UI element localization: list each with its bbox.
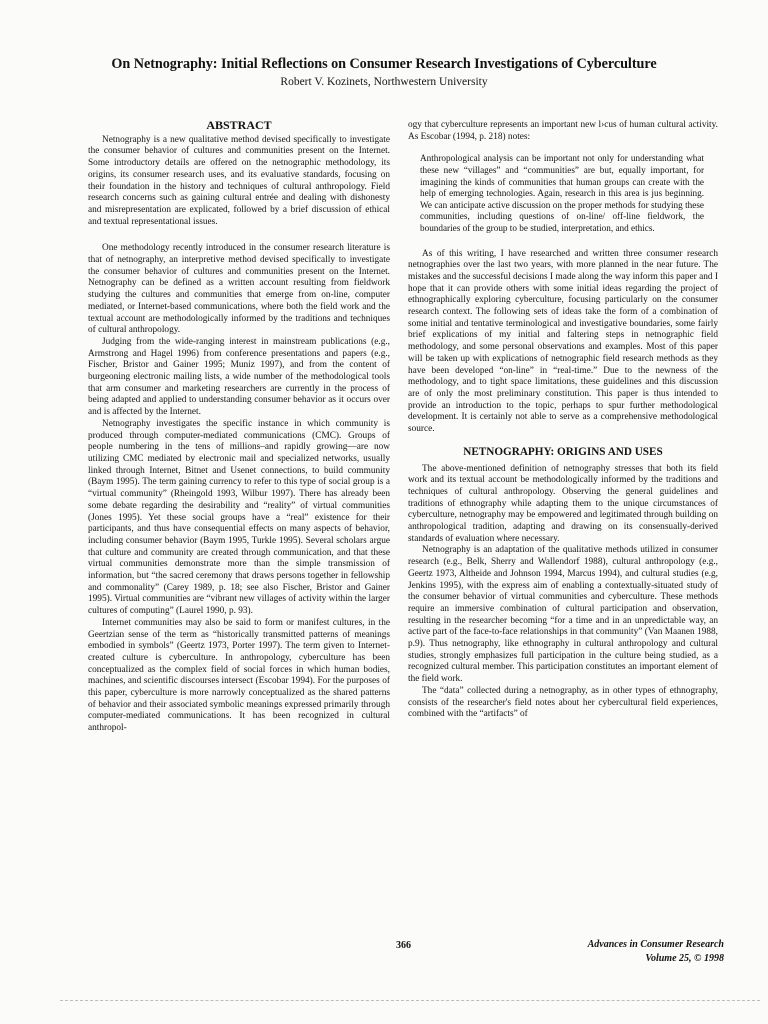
journal-name: Advances in Consumer Research	[587, 939, 724, 950]
journal-volume: Volume 25, © 1998	[645, 953, 724, 964]
body-paragraph: The above-mentioned definition of netnography stresses that both its field work and its textual account be methodologically informed by the traditions and techniques of cultural anthropology. Observing the general guidelines and traditions of ethnography while adapting them to the unique circumstances of cyberculture, netnography may be empowered and legitimated through building on anthropological tradition, adapting and drawing on its consensually-derived standards of evaluation where necessary.	[408, 463, 718, 544]
journal-footer	[588, 938, 724, 966]
body-paragraph: Internet communities may also be said to form or manifest cultures, in the Geertzian sense of the term as “historically transmitted patterns of meanings embodied in symbols” (Geertz 1973, Porter 1997). The term given to Internet-created culture is cyberculture. In anthropology, cyberculture has been conceptualized as the complex field of social forces in which human bodies, machines, and scientific discourses intersect (Escobar 1994). For the purposes of this paper, cyberculture is more narrowly conceptualized as the shared patterns of behavior and their associated symbolic meanings expressed primarily through computer-mediated communications. It has been recognized in cultural anthropol-	[88, 617, 390, 734]
page-number: 366	[396, 940, 411, 951]
block-quote: Anthropological analysis can be important not only for understanding what these new “villages” and “communities” are but, equally important, for imagining the kinds of communities that human groups can create with the help of emerging technologies. Again, research in this area is jus beginning. We can anticipate active discussion on the proper methods for studying these communities, including questions of on-line/ off-line fieldwork, the boundaries of the group to be studied, interpretation, and ethics.	[420, 153, 704, 233]
abstract-text: Netnography is a new qualitative method devised specifically to investigate the consumer behavior of cultures and communities present on the Internet. Some introductory details are offered on the netnographic methodology, its origins, its consumer research uses, and its evaluative standards, focusing on their foundation in the history and techniques of cultural anthropology. Field research concerns such as gaining cultural entrée and dealing with dishonesty and misrepresentation are explicated, followed by a brief discussion of ethical and textual representational issues.	[88, 134, 390, 227]
author-line: Robert V. Kozinets, Northwestern University	[280, 76, 488, 88]
page-edge-rule	[60, 1000, 760, 1001]
body-paragraph: The “data” collected during a netnography, as in other types of ethnography, consists of the researcher's field notes about her cybercultural field experiences, combined with the “artifacts” of	[408, 685, 718, 720]
body-paragraph: One methodology recently introduced in the consumer research literature is that of netnography, an interpretive method devised specifically to investigate the consumer behavior of cultures and communities present on the Internet. Netnography can be defined as a written account resulting from fieldwork studying the cultures and communities that emerge from on-line, computer mediated, or Internet-based communications, where both the field work and the textual account are methodologically informed by the traditions and techniques of cultural anthropology.	[88, 243, 390, 336]
body-paragraph: Judging from the wide-ranging interest in mainstream publications (e.g., Armstrong and Hagel 1996) from conference presentations and papers (e.g., Fischer, Bristor and Gainer 1995; Muniz 1997), and from the content of burgeoning electronic mailing lists, a wide number of the methodological tools that arm consumer and marketing researchers are currently in the process of being adapted and applied to understanding consumer behavior as it occurs over and is affected by the Internet.	[88, 336, 390, 418]
body-paragraph-continued: ogy that cyberculture represents an important new l›cus of human cultural activity. As Escobar (1994, p. 218) notes:	[408, 120, 718, 142]
right-column	[408, 120, 718, 721]
abstract-heading: ABSTRACT	[206, 118, 272, 132]
paper-title: On Netnography: Initial Reflections on Consumer Research Investigations of Cyberculture	[111, 56, 657, 72]
body-paragraph: Netnography is an adaptation of the qualitative methods utilized in consumer research (e.g., Belk, Sherry and Wallendorf 1988), cultural anthropology (e.g., Geertz 1973, Altheide and Johnson 1994, Marcus 1994), and cultural studies (e.g, Jenkins 1995), with the express aim of enabling a contextually-situated study of the consumer behavior of virtual communities and cyberculture. These methods require an immersive combination of cultural participation and observation, resulting in the researcher becoming “for a time and in an unpredictable way, an active part of the face-to-face relationships in that community” (Van Maanen 1988, p.9). Thus netnography, like ethnography in cultural anthropology and cultural studies, strongly emphasizes full participation in the culture being studied, as a recognized cultural member. This participation constitutes an important element of the field work.	[408, 545, 718, 685]
body-paragraph: Netnography investigates the specific instance in which community is produced through computer-mediated communications (CMC). Groups of people numbering in the tens of millions–and rapidly growing—are now utilizing CMC mediated by electronic mail and specialized networks, usually linked through Internet, Bitnet and Usenet connections, to build community (Baym 1995). The term gaining currency to refer to this type of social group is a “virtual community” (Rheingold 1993, Wilbur 1997). There has already been some debate regarding the desirability and “reality” of virtual communities (Jones 1995). Yet these social groups have a “real” existence for their participants, and thus have consequential effects on many aspects of behavior, including consumer behavior (Baym 1995, Turkle 1995). Several scholars argue that culture and community are created through communication, and that these virtual communities demonstrate more than the simple transmission of information, but “the sacred ceremony that draws persons together in fellowship and commonality” (Carey 1989, p. 18; see also Fischer, Bristor and Gainer 1995). Virtual communities are “vibrant new villages of activity within the larger cultures of computing” (Laurel 1990, p. 93).	[88, 418, 390, 617]
body-paragraph: As of this writing, I have researched and written three consumer research netnographies over the last two years, with more planned in the near future. The mistakes and the successful decisions I made along the way inform this paper and I hope that it can provide others with some initial ideas regarding the project of ethnographically exploring cyberculture, focusing particularly on the consumer research context. The following sets of ideas take the form of a combination of some initial and tentative terminological and investigative boundaries, some fairly brief explications of my initial and faltering steps in netnographic field methodology, and some personal observations and examples. Most of this paper will be taken up with explications of netnographic field research methods as they have been developed “on-line” in “real-time.” Due to the newness of the methodology, and to tight space limitations, these guidelines and this discussion are of only the most preliminary constitution. This paper is thus intended to provide an introduction to the topic, perhaps to spur further methodological development. It is certainly not able to serve as a comprehensive methodological source.	[408, 248, 718, 435]
left-column	[88, 120, 390, 735]
section-heading: NETNOGRAPHY: ORIGINS AND USES	[463, 445, 663, 458]
